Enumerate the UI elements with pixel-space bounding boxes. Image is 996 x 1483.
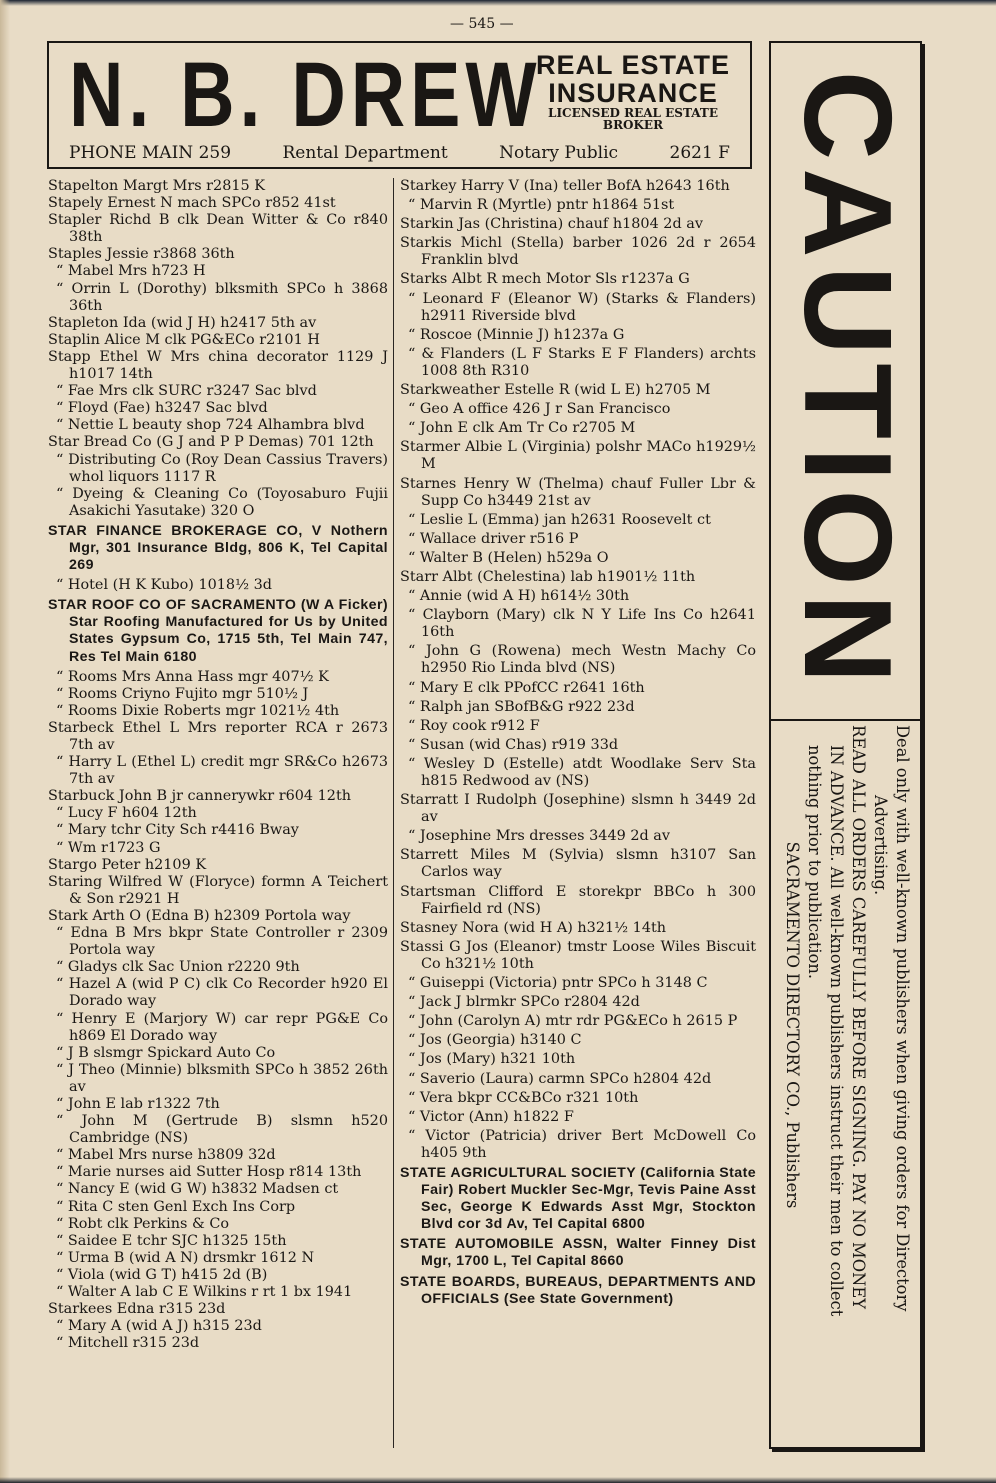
directory-entry: “ Edna B Mrs bkpr State Controller r 2309 Portola way xyxy=(56,925,388,959)
directory-business-listing: STAR ROOF CO OF SACRAMENTO (W A Ficker) Star Roofing Manufactured for Us by United States Gypsum Co, 1715 5th, Tel Main 747, Res Tel Main 6180 xyxy=(48,597,388,665)
advertiser-address: 2621 F xyxy=(669,143,730,163)
directory-entry: “ Victor (Ann) h1822 F xyxy=(408,1108,574,1125)
directory-entry: “ J Theo (Minnie) blksmith SPCo h 3852 26th av xyxy=(56,1061,388,1095)
directory-entry: Stassi G Jos (Eleanor) tmstr Loose Wiles Biscuit Co h321½ 10th xyxy=(400,938,756,972)
directory-entry: “ Clayborn (Mary) clk N Y Life Ins Co h2641 16th xyxy=(408,607,756,641)
directory-entry: Staples Jessie r3868 36th xyxy=(48,246,235,263)
directory-entry: “ Robt clk Perkins & Co xyxy=(56,1215,229,1232)
column-divider xyxy=(393,178,394,1448)
advertiser-services xyxy=(536,51,730,131)
caution-notice xyxy=(769,41,922,1449)
directory-entry: “ Wesley D (Estelle) atdt Woodlake Serv Sta h815 Redwood av (NS) xyxy=(408,755,756,789)
directory-entry: Starkin Jas (Christina) chauf h1804 2d av xyxy=(400,216,703,233)
directory-entry: Starbeck Ethel L Mrs reporter RCA r 2673 7th av xyxy=(48,719,388,753)
directory-entry: “ Saidee E tchr SJC h1325 15th xyxy=(56,1232,287,1249)
directory-entry: “ Josephine Mrs dresses 3449 2d av xyxy=(408,828,670,845)
directory-entry: “ Lucy F h604 12th xyxy=(56,805,197,822)
directory-entry: “ Guiseppi (Victoria) pntr SPCo h 3148 C xyxy=(408,975,708,992)
advertiser-notary: Notary Public xyxy=(499,143,619,163)
directory-entry: “ Hotel (H K Kubo) 1018½ 3d xyxy=(56,577,272,594)
directory-entry: Stargo Peter h2109 K xyxy=(48,856,207,873)
service-real-estate: REAL ESTATE xyxy=(535,50,730,80)
license-line: LICENSED REAL ESTATE xyxy=(548,106,718,120)
directory-entry: “ Roscoe (Minnie J) h1237a G xyxy=(408,326,625,343)
directory-entry: Starkis Michl (Stella) barber 1026 2d r 2654 Franklin blvd xyxy=(400,235,756,269)
directory-entry: “ Leonard F (Eleanor W) (Starks & Flanders) h2911 Riverside blvd xyxy=(408,290,756,324)
caution-line: nothing prior to publication. xyxy=(805,745,824,980)
directory-entry: “ Roy cook r912 F xyxy=(408,717,540,734)
caution-body xyxy=(781,725,913,1425)
directory-entry: “ John E clk Am Tr Co r2705 M xyxy=(408,420,636,437)
directory-entry: “ John M (Gertrude B) slsmn h520 Cambridge (NS) xyxy=(56,1113,388,1147)
directory-entry: “ Marvin R (Myrtle) pntr h1864 51st xyxy=(408,197,675,214)
caution-line: READ ALL ORDERS CAREFULLY BEFORE SIGNING. PAY NO MONEY xyxy=(849,725,868,1309)
directory-column-left xyxy=(48,178,388,1352)
directory-entry: “ Hazel A (wid P C) clk Co Recorder h920 El Dorado way xyxy=(56,976,388,1010)
directory-entry: Stapelton Margt Mrs r2815 K xyxy=(48,178,266,194)
directory-entry: “ Wallace driver r516 P xyxy=(408,530,579,547)
directory-entry: Staring Wilfred W (Floryce) formn A Teichert & Son r2921 H xyxy=(48,873,388,907)
directory-entry: “ Mitchell r315 23d xyxy=(56,1335,200,1352)
advertiser-phone: PHONE MAIN 259 xyxy=(69,143,232,163)
directory-entry: “ & Flanders (L F Starks E F Flanders) archts 1008 8th R310 xyxy=(408,345,756,379)
directory-entry: “ Rita C sten Genl Exch Ins Corp xyxy=(56,1198,296,1215)
directory-entry: “ Rooms Dixie Roberts mgr 1021½ 4th xyxy=(56,702,340,719)
directory-entry: “ Ralph jan SBofB&G r922 23d xyxy=(408,698,635,715)
directory-entry: “ Jos (Georgia) h3140 C xyxy=(408,1032,582,1049)
directory-entry: Stapler Richd B clk Dean Witter & Co r840 38th xyxy=(48,212,388,246)
directory-entry: “ Distributing Co (Roy Dean Cassius Travers) whol liquors 1117 R xyxy=(56,451,388,485)
caution-line: Deal only with well-known publishers when giving orders for Directory xyxy=(893,725,912,1312)
directory-entry: Stasney Nora (wid H A) h321½ 14th xyxy=(400,919,667,936)
directory-entry: “ Floyd (Fae) h3247 Sac blvd xyxy=(56,400,268,417)
directory-business-listing: STAR FINANCE BROKERAGE CO, V Nothern Mgr, 301 Insurance Bldg, 806 K, Tel Capital 269 xyxy=(48,522,388,574)
directory-entry: “ Geo A office 426 J r San Francisco xyxy=(408,401,671,418)
directory-entry: Starratt I Rudolph (Josephine) slsmn h 3449 2d av xyxy=(400,792,756,826)
directory-entry: “ John E lab r1322 7th xyxy=(56,1095,220,1112)
directory-entry: Starbuck John B jr cannerywkr r604 12th xyxy=(48,788,352,805)
directory-entry: “ Susan (wid Chas) r919 33d xyxy=(408,736,619,753)
directory-entry: Starnes Henry W (Thelma) chauf Fuller Lbr & Supp Co h3449 21st av xyxy=(400,475,756,509)
directory-entry: Starkey Harry V (Ina) teller BofA h2643 16th xyxy=(400,178,730,194)
directory-entry: “ Orrin L (Dorothy) blksmith SPCo h 3868 36th xyxy=(56,280,388,314)
directory-entry: “ Saverio (Laura) carmn SPCo h2804 42d xyxy=(408,1070,712,1087)
directory-entry: Starkees Edna r315 23d xyxy=(48,1301,226,1318)
directory-column-right xyxy=(400,178,756,1310)
directory-entry: “ Harry L (Ethel L) credit mgr SR&Co h2673 7th av xyxy=(56,754,388,788)
directory-entry: “ Mary E clk PPofCC r2641 16th xyxy=(408,679,645,696)
directory-entry: “ Jack J blrmkr SPCo r2804 42d xyxy=(408,994,640,1011)
directory-entry: “ Viola (wid G T) h415 2d (B) xyxy=(56,1266,268,1283)
directory-entry: Stapely Ernest N mach SPCo r852 41st xyxy=(48,195,336,212)
directory-entry: “ Vera bkpr CC&BCo r321 10th xyxy=(408,1089,639,1106)
directory-entry: “ Jos (Mary) h321 10th xyxy=(408,1051,576,1068)
directory-entry: “ Walter A lab C E Wilkins r rt 1 bx 1941 xyxy=(56,1284,353,1300)
caution-heading: CAUTION xyxy=(778,70,916,692)
directory-entry: Starks Albt R mech Motor Sls r1237a G xyxy=(400,271,690,288)
header-advertisement xyxy=(47,41,752,169)
directory-entry: “ J B slsmgr Spickard Auto Co xyxy=(56,1044,276,1061)
directory-entry: Starr Albt (Chelestina) lab h1901½ 11th xyxy=(400,568,696,585)
directory-entry: “ John G (Rowena) mech Westn Machy Co h2950 Rio Linda blvd (NS) xyxy=(408,643,756,677)
directory-entry: “ Fae Mrs clk SURC r3247 Sac blvd xyxy=(56,383,317,400)
directory-business-listing: STATE AUTOMOBILE ASSN, Walter Finney Dist Mgr, 1700 L, Tel Capital 8660 xyxy=(400,1236,756,1270)
advertiser-contact-row xyxy=(69,143,730,163)
license-line-2: BROKER xyxy=(602,118,664,132)
caution-line: IN ADVANCE. All well-known publishers instruct their men to collect xyxy=(827,745,846,1317)
page-gutter-shadow xyxy=(0,0,10,1483)
directory-entry: “ Rooms Criyno Fujito mgr 510½ J xyxy=(56,685,309,702)
directory-entry: Starmer Albie L (Virginia) polshr MACo h1929½ M xyxy=(400,439,756,473)
page-edge-shadow-bottom xyxy=(0,1477,996,1483)
directory-entry: “ Victor (Patricia) driver Bert McDowell Co h405 9th xyxy=(408,1127,756,1161)
directory-entry: “ Henry E (Marjory W) car repr PG&E Co h869 El Dorado way xyxy=(56,1010,388,1044)
directory-entry: “ Gladys clk Sac Union r2220 9th xyxy=(56,959,300,976)
caution-divider xyxy=(771,719,920,721)
directory-entry: “ Mabel Mrs nurse h3809 32d xyxy=(56,1147,276,1164)
directory-entry: Starkweather Estelle R (wid L E) h2705 M xyxy=(400,382,711,399)
directory-entry: “ Annie (wid A H) h614½ 30th xyxy=(408,588,630,605)
caution-line: Advertising. xyxy=(871,795,890,896)
directory-entry: Starrett Miles M (Sylvia) slsmn h3107 San Carlos way xyxy=(400,847,756,881)
directory-entry: Stark Arth O (Edna B) h2309 Portola way xyxy=(48,907,351,924)
directory-entry: “ Dyeing & Cleaning Co (Toyosaburo Fujii Asakichi Yasutake) 320 O xyxy=(56,485,388,519)
directory-entry: Stapp Ethel W Mrs china decorator 1129 J h1017 14th xyxy=(48,348,388,383)
advertiser-name: N. B. DREW xyxy=(69,44,542,146)
directory-entry: Star Bread Co (G J and P P Demas) 701 12th xyxy=(48,434,374,451)
service-insurance: INSURANCE xyxy=(548,78,718,108)
directory-entry: Staplin Alice M clk PG&ECo r2101 H xyxy=(48,331,320,348)
directory-business-listing: STATE BOARDS, BUREAUS, DEPARTMENTS AND OFFICIALS (See State Government) xyxy=(400,1273,756,1307)
page-edge-shadow xyxy=(0,0,996,6)
directory-entry: Stapleton Ida (wid J H) h2417 5th av xyxy=(48,314,317,331)
directory-entry: “ John (Carolyn A) mtr rdr PG&ECo h 2615 P xyxy=(408,1013,738,1030)
directory-entry: “ Wm r1723 G xyxy=(56,839,161,856)
directory-entry: “ Urma B (wid A N) drsmkr 1612 N xyxy=(56,1249,315,1266)
directory-entry: “ Marie nurses aid Sutter Hosp r814 13th xyxy=(56,1164,362,1181)
directory-entry: “ Mabel Mrs h723 H xyxy=(56,263,206,280)
directory-business-listing: STATE AGRICULTURAL SOCIETY (California State Fair) Robert Muckler Sec-Mgr, Tevis Paine Asst Sec, George K Edwards Asst Mgr, Stockton Blvd cor 3d Av, Tel Capital 6800 xyxy=(400,1164,756,1233)
directory-entry: “ Walter B (Helen) h529a O xyxy=(408,549,609,566)
directory-entry: “ Mary A (wid A J) h315 23d xyxy=(56,1318,262,1335)
page-number: — 545 — xyxy=(450,16,514,32)
directory-entry: Startsman Clifford E storekpr BBCo h 300 Fairfield rd (NS) xyxy=(400,883,756,917)
advertiser-rental: Rental Department xyxy=(282,143,448,163)
directory-entry: “ Mary tchr City Sch r4416 Bway xyxy=(56,822,299,839)
directory-entry: “ Leslie L (Emma) jan h2631 Roosevelt ct xyxy=(408,511,711,528)
directory-entry: “ Rooms Mrs Anna Hass mgr 407½ K xyxy=(56,668,329,685)
directory-entry: “ Nancy E (wid G W) h3832 Madsen ct xyxy=(56,1181,339,1198)
caution-publisher: SACRAMENTO DIRECTORY CO., Publishers xyxy=(783,841,802,1209)
directory-entry: “ Nettie L beauty shop 724 Alhambra blvd xyxy=(56,417,365,434)
